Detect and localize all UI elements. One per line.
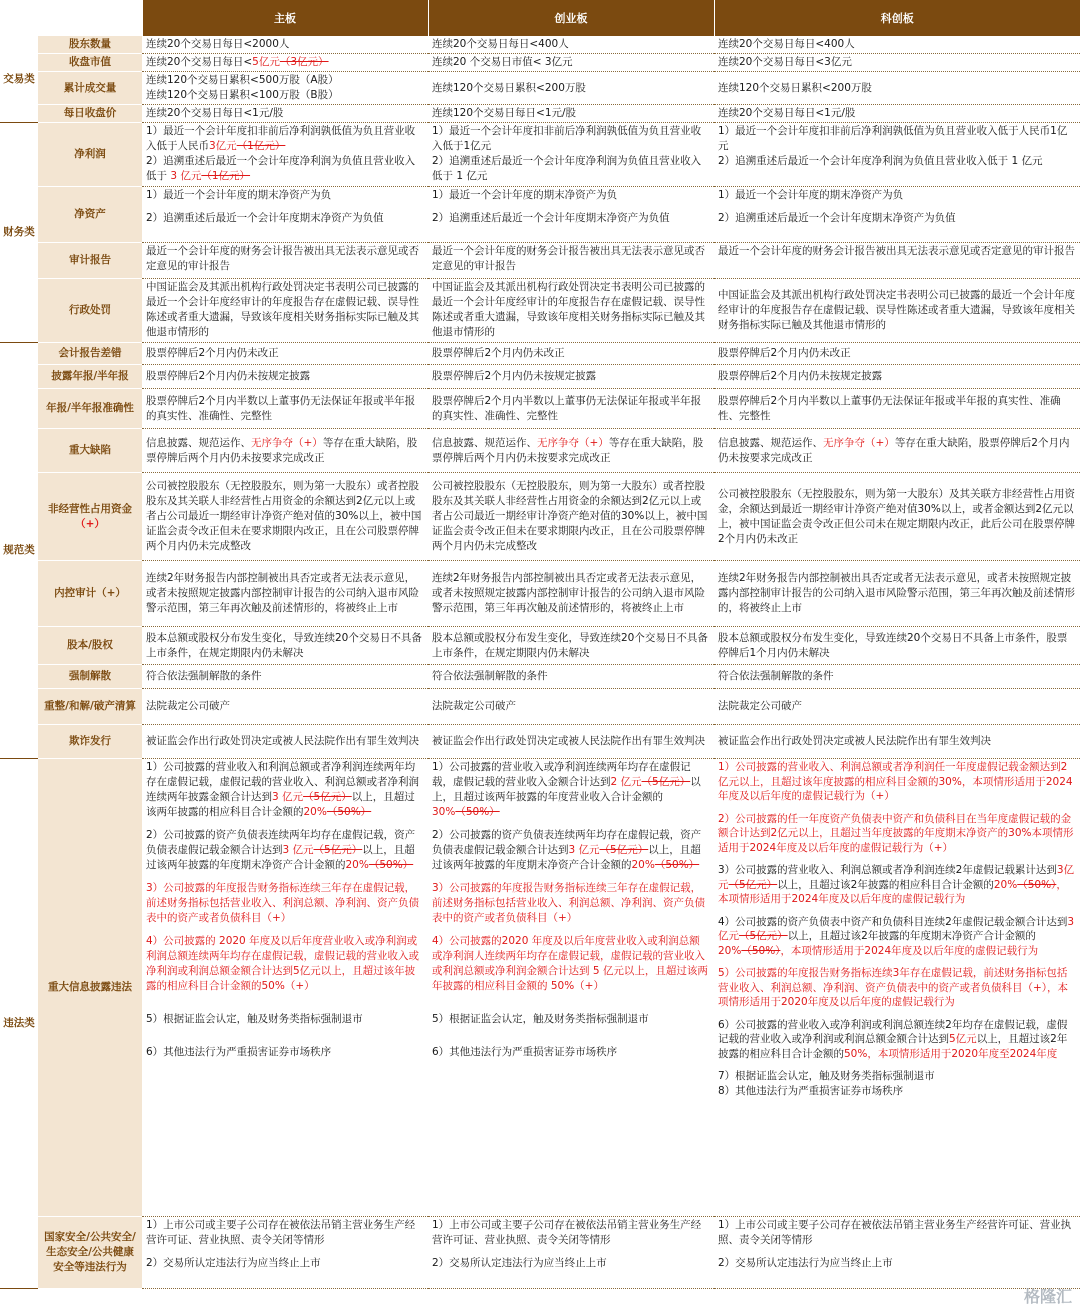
header-main-board: 主板 <box>142 0 428 36</box>
table-row <box>0 689 1080 725</box>
cell: 法院裁定公司破产 <box>428 689 714 725</box>
cell: 最近一个会计年度的财务会计报告被出具无法表示意见或否定意见的审计报告 <box>142 243 428 279</box>
table-row <box>0 279 1080 343</box>
row-label: 每日收盘价 <box>38 105 142 123</box>
category-finance: 财务类 <box>0 123 38 343</box>
header-star-market: 科创板 <box>714 0 1080 36</box>
table-row <box>0 561 1080 627</box>
cell: 股本总额或股权分布发生变化，导致连续20个交易日不具备上市条件，股票停牌后1个月内仍未解决 <box>714 627 1080 665</box>
row-label: 重大信息披露违法 <box>38 759 142 1217</box>
cell: 连续20个交易日每日<400人 <box>714 36 1080 54</box>
cell: 1）公司披露的营业收入或净利润连续两年均存在虚假记载，虚假记载的营业收入金额合计达到2 亿元（5亿元）以上，且超过该两年披露的年度营业收入合计金额的30%（50%） 2）公司披露的资产负债表连续两年均存在虚假记载，资产负债表虚假记载金额合计达到3 亿元（5亿元）以上，且超过该两年披露的年度期末净资产合计金额的20%（50%） 3）公司披露的年度报告财务指标连续三年存在虚假记载，前述财务指标包括营业收入、利润总额、净利润、资产负债表中的资产或者负债科目（+） 4）公司披露的2020 年度及以后年度营业收入或利润总额或净利润人连续两年均存在虚假记载，虚假记载的营业收入或利润总额或净利润金额合计达到 5 亿元以上，且超过该两年披露的相应科目金额的 50%（+） 5）根据证监会认定，触及财务类指标强制退市 6）其他违法行为严重损害证券市场秩序 <box>428 759 714 1217</box>
cell: 1）最近一个会计年度扣非前后净利润孰低值为负且营业收入低于1亿元 2）追溯重述后最近一个会计年度净利润为负值且营业收入低于 1 亿元 <box>428 123 714 187</box>
cell: 中国证监会及其派出机构行政处罚决定书表明公司已披露的最近一个会计年度经审计的年度报告存在虚假记载、误导性陈述或者重大遗漏，导致该年度相关财务指标实际已触及其他退市情形的 <box>428 279 714 343</box>
cell: 符合依法强制解散的条件 <box>142 665 428 689</box>
cell: 连续20个交易日每日<5亿元（3亿元） <box>142 54 428 72</box>
row-label: 国家安全/公共安全/生态安全/公共健康安全等违法行为 <box>38 1217 142 1289</box>
row-label: 强制解散 <box>38 665 142 689</box>
category-violation: 违法类 <box>0 759 38 1289</box>
cell: 被证监会作出行政处罚决定或被人民法院作出有罪生效判决 <box>428 725 714 759</box>
cell: 股票停牌后2个月内仍未改正 <box>714 343 1080 365</box>
cell: 最近一个会计年度的财务会计报告被出具无法表示意见或否定意见的审计报告 <box>714 243 1080 279</box>
cell: 连续120个交易日每日<1元/股 <box>428 105 714 123</box>
row-label: 会计报告差错 <box>38 343 142 365</box>
header-blank <box>0 0 38 36</box>
cell: 信息披露、规范运作、无序争夺（+）等存在重大缺陷，股票停牌后2个月内仍未按要求完成改正 <box>714 429 1080 473</box>
row-label: 重整/和解/破产清算 <box>38 689 142 725</box>
cell: 符合依法强制解散的条件 <box>428 665 714 689</box>
cell: 1）公司披露的营业收入和利润总额或者净利润连续两年均存在虚假记载，虚假记载的营业收入、利润总额或者净利润连续两年披露金额合计达到3 亿元（5亿元）以上，且超过该两年披露的相应科目合计金额的20%（50%） 2）公司披露的资产负债表连续两年均存在虚假记载，资产负债表虚假记载金额合计达到3 亿元（5亿元）以上，且超过该两年披露的年度期末净资产合计金额的20%（50%） 3）公司披露的年度报告财务指标连续三年存在虚假记载，前述财务指标包括营业收入、利润总额、净利润、资产负债表中的资产或者负债科目（+） 4）公司披露的 2020 年度及以后年度营业收入或净利润或利润总额连续两年均存在虚假记载，虚假记载的营业收入或净利润或利润总额金额合计达到5亿元以上，且超过该年披露的相应科目合计金额的50%（+） 5）根据证监会认定，触及财务类指标强制退市 6）其他违法行为严重损害证券市场秩序 <box>142 759 428 1217</box>
row-label: 收盘市值 <box>38 54 142 72</box>
header-chinext: 创业板 <box>428 0 714 36</box>
cell: 股本总额或股权分布发生变化，导致连续20个交易日不具备上市条件，在规定期限内仍未解决 <box>428 627 714 665</box>
table-row <box>0 36 1080 54</box>
cell: 被证监会作出行政处罚决定或被人民法院作出有罪生效判决 <box>142 725 428 759</box>
table-row <box>0 725 1080 759</box>
header-blank <box>38 0 142 36</box>
row-label: 净利润 <box>38 123 142 187</box>
category-trade: 交易类 <box>0 36 38 123</box>
cell: 中国证监会及其派出机构行政处罚决定书表明公司已披露的最近一个会计年度经审计的年度报告存在虚假记载、误导性陈述或者重大遗漏，导致该年度相关财务指标实际已触及其他退市情形的 <box>714 279 1080 343</box>
cell: 符合依法强制解散的条件 <box>714 665 1080 689</box>
cell: 连续120个交易日累积<200万股 <box>428 72 714 105</box>
table-header <box>0 0 1080 36</box>
table-row <box>0 665 1080 689</box>
cell: 连续20个交易日每日<2000人 <box>142 36 428 54</box>
cell: 公司被控股股东（无控股股东，则为第一大股东）或者控股股东及其关联人非经营性占用资金的余额达到2亿元以上或者占公司最近一期经审计净资产绝对值的30%以上，被中国证监会责令改正但未在要求期限内改正，且在公司股票停牌两个月内仍未完成整改 <box>142 473 428 561</box>
watermark-logo: 格隆汇 <box>1023 1287 1072 1306</box>
category-regulation: 规范类 <box>0 343 38 759</box>
row-label: 重大缺陷 <box>38 429 142 473</box>
cell: 股票停牌后2个月内半数以上董事仍无法保证年报或半年报的真实性、准确性、完整性 <box>428 389 714 429</box>
table-row <box>0 389 1080 429</box>
cell: 股本总额或股权分布发生变化，导致连续20个交易日不具备上市条件，在规定期限内仍未解决 <box>142 627 428 665</box>
table-row <box>0 365 1080 389</box>
table-row <box>0 243 1080 279</box>
row-label: 累计成交量 <box>38 72 142 105</box>
table-row <box>0 54 1080 72</box>
row-label: 非经营性占用资金 （+） <box>38 473 142 561</box>
cell: 信息披露、规范运作、无序争夺（+）等存在重大缺陷，股票停牌后两个月内仍未按要求完成改正 <box>142 429 428 473</box>
cell: 被证监会作出行政处罚决定或被人民法院作出有罪生效判决 <box>714 725 1080 759</box>
row-label: 股东数量 <box>38 36 142 54</box>
cell: 股票停牌后2个月内半数以上董事仍无法保证年报或半年报的真实性、准确性、完整性 <box>142 389 428 429</box>
cell: 公司被控股股东（无控股股东，则为第一大股东）及其关联方非经营性占用资金，余额达到最近一期经审计净资产绝对值30%以上，或者金额达到2亿元以上，被中国证监会责令改正但公司未在规定期限内改正，此后公司在股票停牌2个月内仍未改正 <box>714 473 1080 561</box>
cell: 连续20个交易日每日<1元/股 <box>714 105 1080 123</box>
row-label: 净资产 <box>38 187 142 243</box>
cell: 连续120个交易日累积<500万股（A股） 连续120个交易日累积<100万股（B股） <box>142 72 428 105</box>
cell: 法院裁定公司破产 <box>714 689 1080 725</box>
cell: 1）上市公司或主要子公司存在被依法吊销主营业务生产经营许可证、营业执照、责令关闭等情形 2）交易所认定违法行为应当终止上市 <box>428 1217 714 1289</box>
cell: 股票停牌后2个月内仍未改正 <box>428 343 714 365</box>
row-label: 股本/股权 <box>38 627 142 665</box>
table-row <box>0 473 1080 561</box>
cell: 1）最近一个会计年度的期末净资产为负 2）追溯重述后最近一个会计年度期末净资产为负值 <box>428 187 714 243</box>
cell: 1）最近一个会计年度的期末净资产为负 2）追溯重述后最近一个会计年度期末净资产为负值 <box>142 187 428 243</box>
row-label: 披露年报/半年报 <box>38 365 142 389</box>
row-label: 行政处罚 <box>38 279 142 343</box>
cell: 连续20个交易日每日<3亿元 <box>714 54 1080 72</box>
cell: 1）上市公司或主要子公司存在被依法吊销主营业务生产经营许可证、营业执照、责令关闭等情形 2）交易所认定违法行为应当终止上市 <box>714 1217 1080 1289</box>
cell: 公司被控股股东（无控股股东，则为第一大股东）或者控股股东及其关联人非经营性占用资金的余额达到2亿元以上或者占公司最近一期经审计净资产绝对值的30%以上，被中国证监会责令改正但未在要求期限内改正，且在公司股票停牌两个月内仍未完成整改 <box>428 473 714 561</box>
cell: 股票停牌后2个月内仍未改正 <box>142 343 428 365</box>
cell: 1）最近一个会计年度的期末净资产为负 2）追溯重述后最近一个会计年度期末净资产为负值 <box>714 187 1080 243</box>
cell: 法院裁定公司破产 <box>142 689 428 725</box>
cell: 中国证监会及其派出机构行政处罚决定书表明公司已披露的最近一个会计年度经审计的年度报告存在虚假记载、误导性陈述或者重大遗漏，导致该年度相关财务指标实际已触及其他退市情形的 <box>142 279 428 343</box>
cell: 信息披露、规范运作、无序争夺（+）等存在重大缺陷，股票停牌后两个月内仍未按要求完成改正 <box>428 429 714 473</box>
cell: 股票停牌后2个月内仍未按规定披露 <box>428 365 714 389</box>
cell: 连续20个交易日每日<400人 <box>428 36 714 54</box>
table-row <box>0 1217 1080 1289</box>
table-row <box>0 123 1080 187</box>
table-row <box>0 72 1080 105</box>
cell: 连续2年财务报告内部控制被出具否定或者无法表示意见，或者未按照规定披露内部控制审计报告的公司纳入退市风险警示范围，第三年再次触及前述情形的，将被终止上市 <box>714 561 1080 627</box>
table-row <box>0 343 1080 365</box>
row-label: 审计报告 <box>38 243 142 279</box>
table-row <box>0 105 1080 123</box>
table-row <box>0 429 1080 473</box>
cell: 连续20个交易日每日<1元/股 <box>142 105 428 123</box>
cell: 股票停牌后2个月内仍未按规定披露 <box>142 365 428 389</box>
row-label: 欺诈发行 <box>38 725 142 759</box>
cell: 连续20 个交易日市值< 3亿元 <box>428 54 714 72</box>
row-label: 内控审计（+） <box>38 561 142 627</box>
cell: 连续120个交易日累积<200万股 <box>714 72 1080 105</box>
cell: 1）最近一个会计年度扣非前后净利润孰低值为负且营业收入低于人民币3亿元（1亿元） 2）追溯重述后最近一个会计年度净利润为负值且营业收入低于 3 亿元（1亿元） <box>142 123 428 187</box>
cell: 连续2年财务报告内部控制被出具否定或者无法表示意见，或者未按照规定披露内部控制审计报告的公司纳入退市风险警示范围，第三年再次触及前述情形的，将被终止上市 <box>428 561 714 627</box>
table-row <box>0 759 1080 1217</box>
cell: 1）上市公司或主要子公司存在被依法吊销主营业务生产经营许可证、营业执照、责令关闭等情形 2）交易所认定违法行为应当终止上市 <box>142 1217 428 1289</box>
cell: 股票停牌后2个月内半数以上董事仍无法保证年报或半年报的真实性、准确性、完整性 <box>714 389 1080 429</box>
cell: 连续2年财务报告内部控制被出具否定或者无法表示意见，或者未按照规定披露内部控制审计报告的公司纳入退市风险警示范围，第三年再次触及前述情形的，将被终止上市 <box>142 561 428 627</box>
cell: 最近一个会计年度的财务会计报告被出具无法表示意见或否定意见的审计报告 <box>428 243 714 279</box>
cell: 1）公司披露的营业收入、利润总额或者净利润任一年度虚假记载金额达到2亿元以上，且超过该年度披露的相应科目金额的30%，本项情形适用于2024年度及以后年度的虚假记载行为（+） 2）公司披露的任一年度资产负债表中资产和负债科目在当年度虚假记载的金额合计达到2亿元以上，且超过当年度披露的年度期末净资产的30%本项情形适用于2024年度及以后年度的虚假记载行为（+） 3）公司披露的营业收入、利润总额或者净利润连续2年虚假记载累计达到3亿元（5亿元）以上，且超过该2年披露的相应科目合计金额的20%（50%），本项情形适用于2024年度及以后年度的虚假记载行为 4）公司披露的资产负债表中资产和负债科目连续2年虚假记载金额合计达到3亿元（5亿元）以上，且超过该2年披露的年度期末净资产合计金额的20%（50%），本项情形适用于2024年度及以后年度的虚假记载行为 5）公司披露的年度报告财务指标连续3年存在虚假记载，前述财务指标包括营业收入、利润总额、净利润、资产负债表中的资产或者负债科目（+），本项情形适用于2020年度及以后年度的虚假记载行为 6）公司披露的营业收入或净利润或利润总额连续2年均存在虚假记载，虚假记载的营业收入或净利润或利润总额金额合计达到5亿元以上，且超过该2年披露的相应科目合计金额的50%，本项情形适用于2020年度至2024年度 7）根据证监会认定，触及财务类指标强制退市 8）其他违法行为严重损害证券市场秩序 <box>714 759 1080 1217</box>
cell: 股票停牌后2个月内仍未按规定披露 <box>714 365 1080 389</box>
table-row <box>0 187 1080 243</box>
table-row <box>0 627 1080 665</box>
row-label: 年报/半年报准确性 <box>38 389 142 429</box>
cell: 1）最近一个会计年度扣非前后净利润孰低值为负且营业收入低于人民币1亿元 2）追溯重述后最近一个会计年度净利润为负值且营业收入低于 1 亿元 <box>714 123 1080 187</box>
